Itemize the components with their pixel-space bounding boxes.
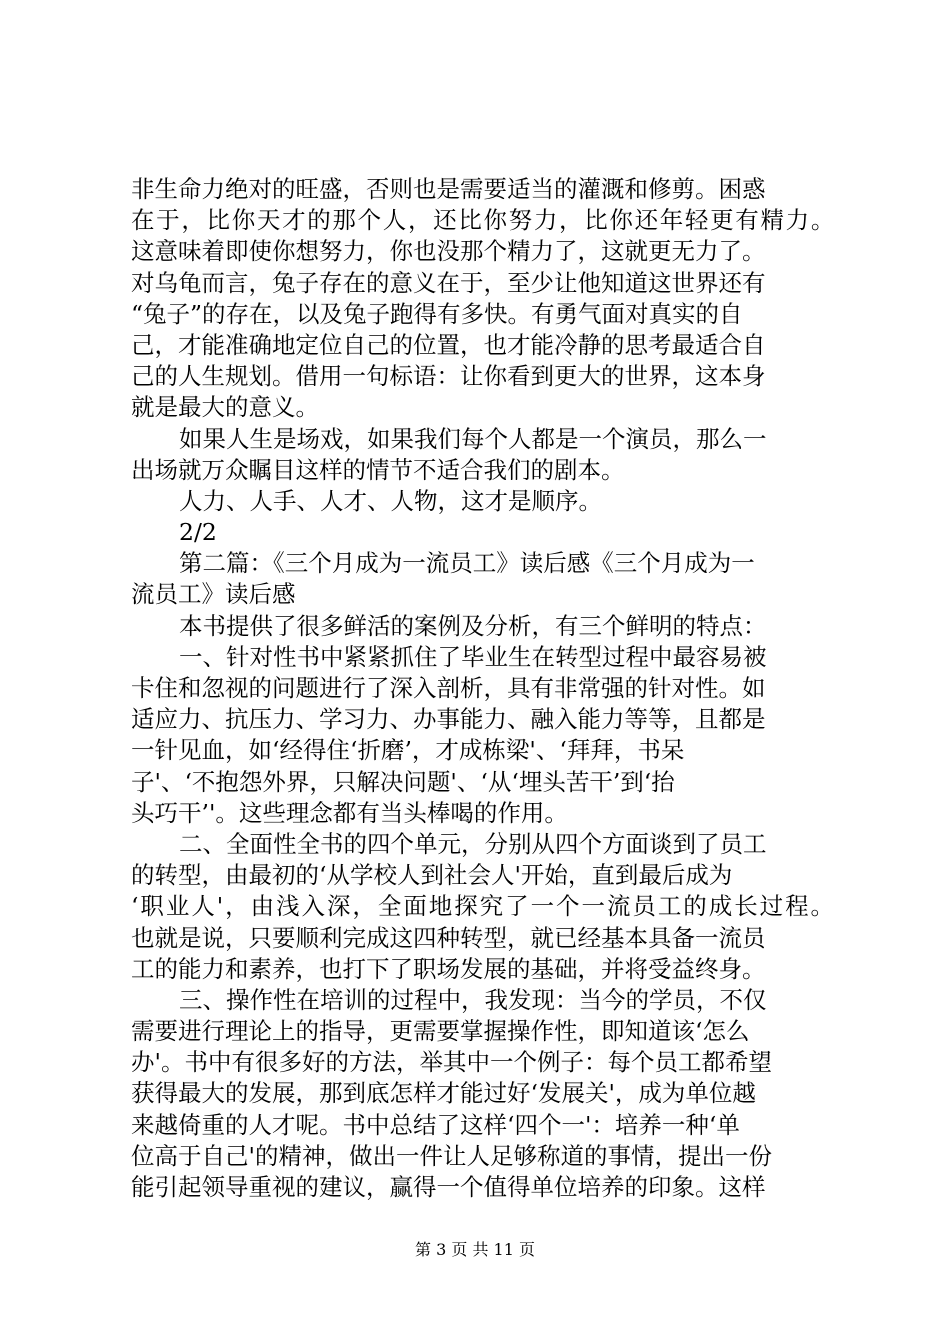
text-line: 二、全面性全书的四个单元，分别从四个方面谈到了员工 [179, 829, 767, 858]
text-line: 工的能力和素养，也打下了职场发展的基础，并将受益终身。 [131, 954, 766, 983]
text-line: 位高于自己'的精神，做出一件让人足够称道的事情，提出一份 [131, 1141, 772, 1170]
text-line: 己，才能准确地定位自己的位置，也才能冷静的思考最适合自 [131, 330, 766, 359]
text-line: 本书提供了很多鲜活的案例及分析，有三个鲜明的特点： [179, 611, 767, 640]
text-line: 己的人生规划。借用一句标语：让你看到更大的世界，这本身 [131, 362, 766, 391]
document-body [131, 174, 836, 1203]
text-line: 非生命力绝对的旺盛，否则也是需要适当的灌溉和修剪。困惑 [131, 175, 766, 203]
text-line: 就是最大的意义。 [131, 393, 319, 422]
text-line: 需要进行理论上的指导，更需要掌握操作性，即知道该‘怎么 [131, 1017, 750, 1046]
text-line: 流员工》读后感 [131, 580, 296, 609]
text-line: 子'、‘不抱怨外界，只解决问题'、‘从‘埋头苦干’到‘抬 [131, 767, 675, 796]
text-line: 如果人生是场戏，如果我们每个人都是一个演员，那么一 [179, 424, 767, 453]
text-line: 第二篇：《三个月成为一流员工》读后感《三个月成为一 [179, 549, 755, 578]
text-line: 的转型，由最初的‘从学校人到社会人'开始，直到最后成为 [131, 861, 733, 890]
text-line: 卡住和忽视的问题进行了深入剖析，具有非常强的针对性。如 [131, 674, 766, 702]
text-line: 对乌龟而言，兔子存在的意义在于，至少让他知道这世界还有 [131, 268, 766, 297]
text-line: 在于，比你天才的那个人，还比你努力，比你还年轻更有精力。 [131, 206, 836, 235]
text-line: 2/2 [179, 518, 217, 547]
text-line: 三、操作性在培训的过程中，我发现：当今的学员，不仅 [179, 985, 767, 1014]
text-line: 这意味着即使你想努力，你也没那个精力了，这就更无力了。 [131, 237, 766, 266]
text-line: 头巧干’'。这些理念都有当头棒喝的作用。 [131, 798, 568, 827]
text-line: 人力、人手、人才、人物，这才是顺序。 [179, 486, 602, 515]
text-line: 一、针对性书中紧紧抓住了毕业生在转型过程中最容易被 [179, 642, 767, 671]
text-line: 能引起领导重视的建议，赢得一个值得单位培养的印象。这样 [131, 1173, 766, 1201]
text-line: 出场就万众瞩目这样的情节不适合我们的剧本。 [131, 455, 625, 484]
page-footer: 第 3 页 共 11 页 [415, 1240, 535, 1259]
text-line: 获得最大的发展，那到底怎样才能过好‘发展关'，成为单位越 [131, 1079, 756, 1108]
text-line: ‘职业人'，由浅入深，全面地探究了一个一流员工的成长过程。 [131, 892, 836, 921]
text-line: 来越倚重的人才呢。书中总结了这样‘四个一'：培养一种‘单 [131, 1110, 740, 1139]
text-line: 一针见血，如‘经得住‘折磨’，才成栋梁'、‘拜拜，书呆 [131, 736, 685, 765]
text-line: 适应力、抗压力、学习力、办事能力、融入能力等等，且都是 [131, 705, 766, 734]
text-line: 也就是说，只要顺利完成这四种转型，就已经基本具备一流员 [131, 923, 766, 952]
text-line: “兔子”的存在，以及兔子跑得有多快。有勇气面对真实的自 [131, 299, 743, 328]
text-line: 办'。书中有很多好的方法，举其中一个例子：每个员工都希望 [131, 1048, 772, 1077]
